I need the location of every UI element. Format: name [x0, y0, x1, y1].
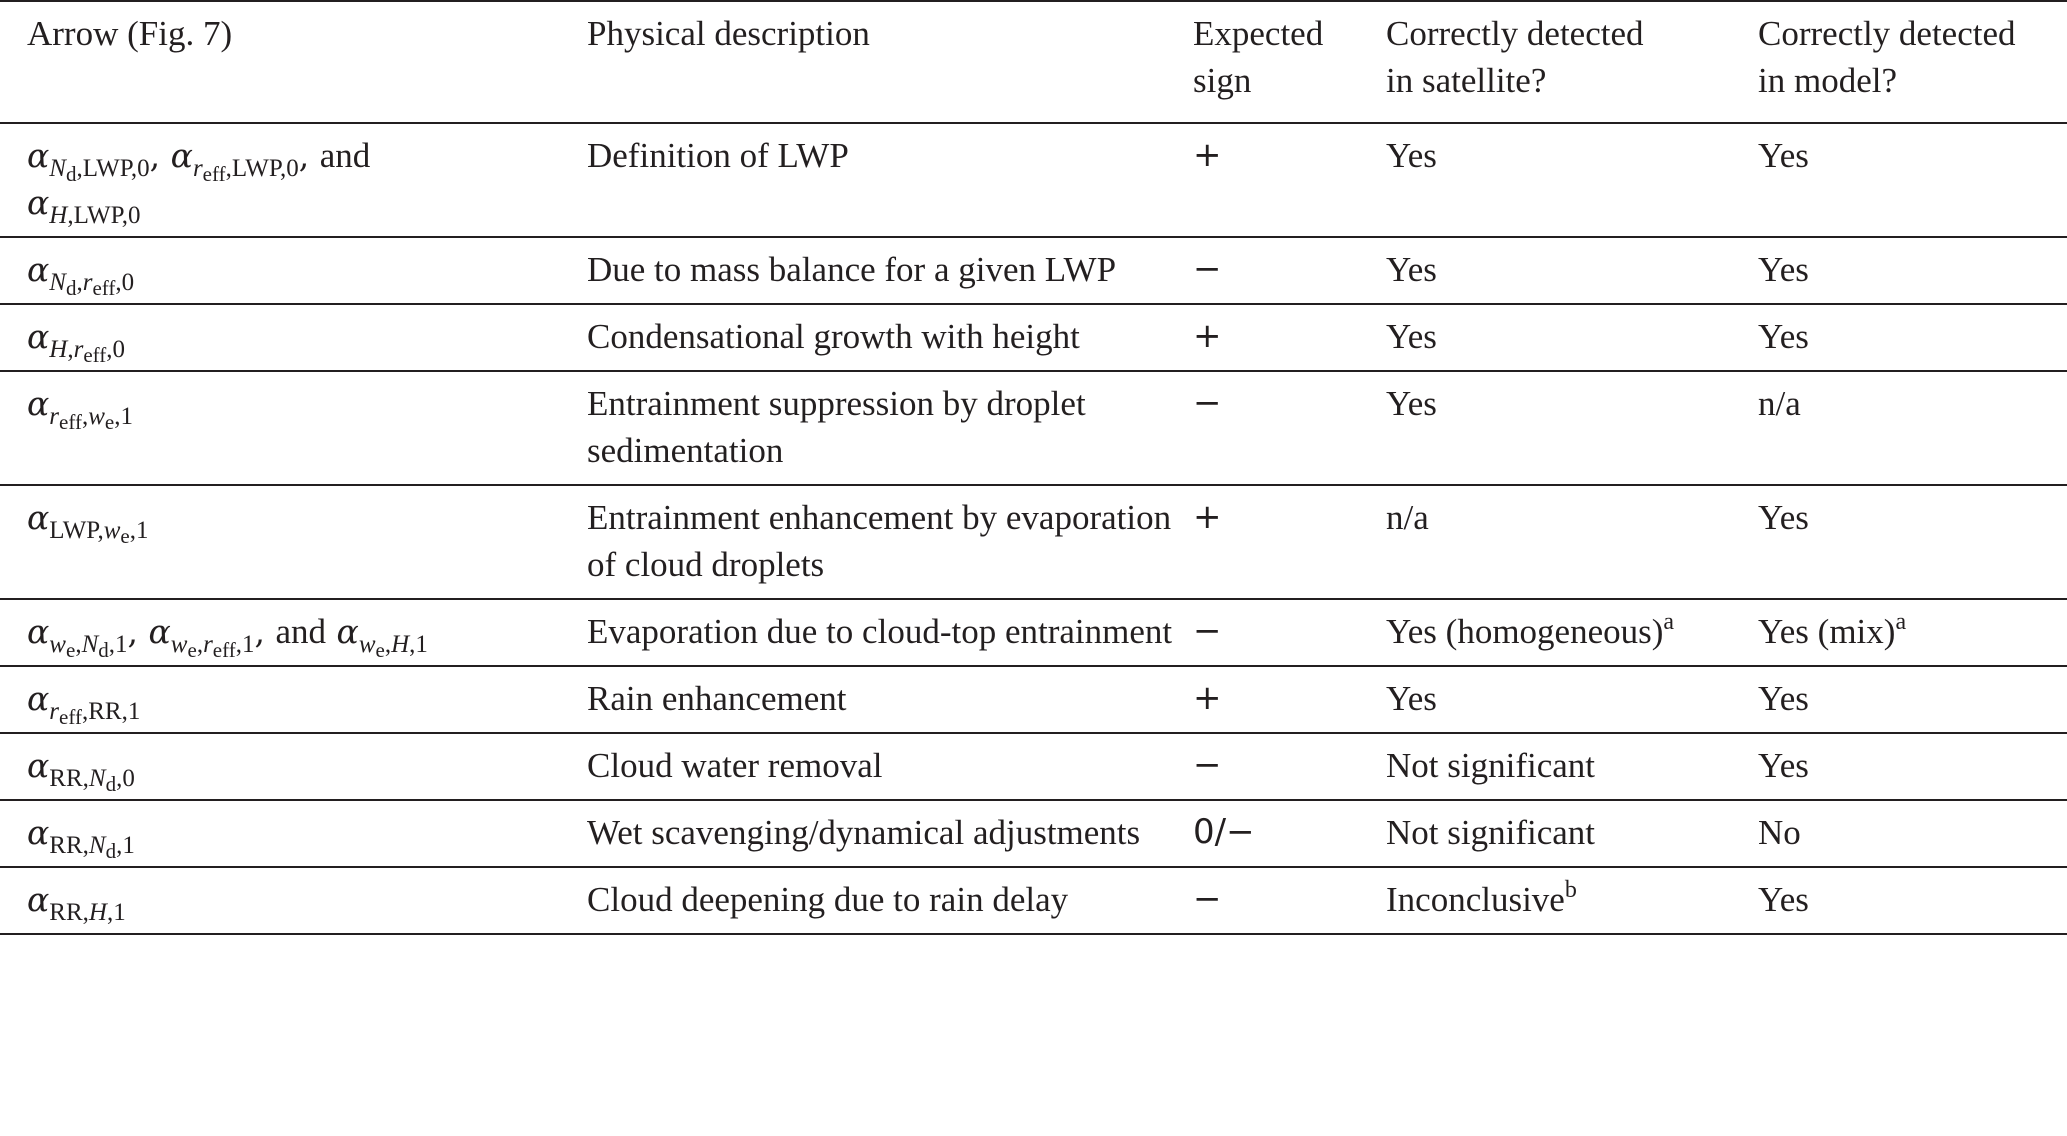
- sign-cell: −: [1193, 611, 1222, 651]
- table-row: [0, 371, 2067, 485]
- model-cell: Yes: [1758, 880, 1809, 919]
- arrow-cell: $\alpha_{N_d,LWP,0}$, $\alpha_{r_{eff},LWP,0}$, and $\alpha_{H,LWP,0}$: [27, 136, 371, 229]
- table-row: [0, 800, 2067, 867]
- description-cell: Evaporation due to cloud-top entrainment: [587, 612, 1173, 651]
- arrow-cell: $\alpha_{RR,N_d,1}$: [27, 813, 135, 863]
- model-cell: Yes: [1758, 250, 1809, 289]
- description-cell: Entrainment suppression by droplet sedimentation: [587, 384, 1086, 470]
- model-cell: Yes: [1758, 498, 1809, 537]
- satellite-cell: Yes: [1386, 317, 1437, 356]
- footnote-marker: a: [1663, 609, 1675, 635]
- sign-cell: −: [1193, 745, 1222, 785]
- sign-cell: −: [1193, 879, 1222, 919]
- sign-cell: 0/−: [1193, 812, 1255, 852]
- sign-cell: +: [1193, 135, 1222, 175]
- arrow-cell: $\alpha_{N_d,r_{eff},0}$: [27, 250, 135, 300]
- header-description: Physical description: [587, 14, 870, 53]
- satellite-cell: Inconclusive$^b$: [1386, 877, 1577, 919]
- arrow-cell: $\alpha_{RR,N_d,0}$: [27, 746, 135, 796]
- model-cell: Yes: [1758, 679, 1809, 718]
- header-row: [0, 1, 2067, 123]
- header-model: Correctly detected in model?: [1758, 14, 2016, 100]
- description-cell: Condensational growth with height: [587, 317, 1080, 356]
- description-cell: Due to mass balance for a given LWP: [587, 250, 1117, 289]
- header-satellite: Correctly detected in satellite?: [1386, 14, 1644, 100]
- footnote-marker: a: [1895, 609, 1907, 635]
- sign-cell: +: [1193, 497, 1222, 537]
- arrow-cell: $\alpha_{LWP,w_e,1}$: [27, 498, 149, 548]
- model-cell: Yes: [1758, 136, 1809, 175]
- satellite-cell: Yes: [1386, 250, 1437, 289]
- table-row: [0, 485, 2067, 599]
- arrow-cell: $\alpha_{r_{eff},RR,1}$: [27, 679, 141, 729]
- satellite-cell: Yes (homogeneous)$^a$: [1386, 609, 1675, 651]
- description-cell: Cloud deepening due to rain delay: [587, 880, 1069, 919]
- satellite-cell: Not significant: [1386, 813, 1595, 852]
- satellite-cell: Yes: [1386, 679, 1437, 718]
- table-body: [0, 123, 2067, 934]
- satellite-cell: Yes: [1386, 384, 1437, 423]
- table-row: [0, 599, 2067, 666]
- model-cell: Yes (mix)$^a$: [1758, 609, 1907, 651]
- description-cell: Definition of LWP: [587, 136, 849, 175]
- model-cell: No: [1758, 813, 1801, 852]
- model-cell: Yes: [1758, 317, 1809, 356]
- description-cell: Entrainment enhancement by evaporation of cloud droplets: [587, 498, 1172, 584]
- arrow-cell: $\alpha_{w_e,N_d,1}$, $\alpha_{w_e,r_{eff},1}$, and $\alpha_{w_e,H,1}$: [27, 612, 428, 662]
- table-row: [0, 237, 2067, 304]
- sign-cell: +: [1193, 316, 1222, 356]
- description-cell: Cloud water removal: [587, 746, 883, 785]
- satellite-cell: Yes: [1386, 136, 1437, 175]
- sign-cell: −: [1193, 249, 1222, 289]
- description-cell: Rain enhancement: [587, 679, 847, 718]
- arrow-cell: $\alpha_{RR,H,1}$: [27, 880, 126, 926]
- model-cell: Yes: [1758, 746, 1809, 785]
- table-row: [0, 867, 2067, 934]
- arrow-cell: $\alpha_{r_{eff},w_e,1}$: [27, 384, 133, 434]
- table-row: [0, 666, 2067, 733]
- header-arrow: Arrow (Fig. 7): [27, 14, 233, 53]
- satellite-cell: n/a: [1386, 498, 1429, 537]
- sign-cell: −: [1193, 383, 1222, 423]
- sign-cell: +: [1193, 678, 1222, 718]
- table-header: [0, 1, 2067, 123]
- satellite-cell: Not significant: [1386, 746, 1595, 785]
- header-sign: Expected sign: [1193, 14, 1324, 100]
- table-row: [0, 733, 2067, 800]
- description-cell: Wet scavenging/dynamical adjustments: [587, 813, 1141, 852]
- footnote-marker: b: [1564, 877, 1577, 903]
- model-cell: n/a: [1758, 384, 1801, 423]
- table-row: [0, 123, 2067, 237]
- table-row: [0, 304, 2067, 371]
- arrow-cell: $\alpha_{H,r_{eff},0}$: [27, 317, 126, 367]
